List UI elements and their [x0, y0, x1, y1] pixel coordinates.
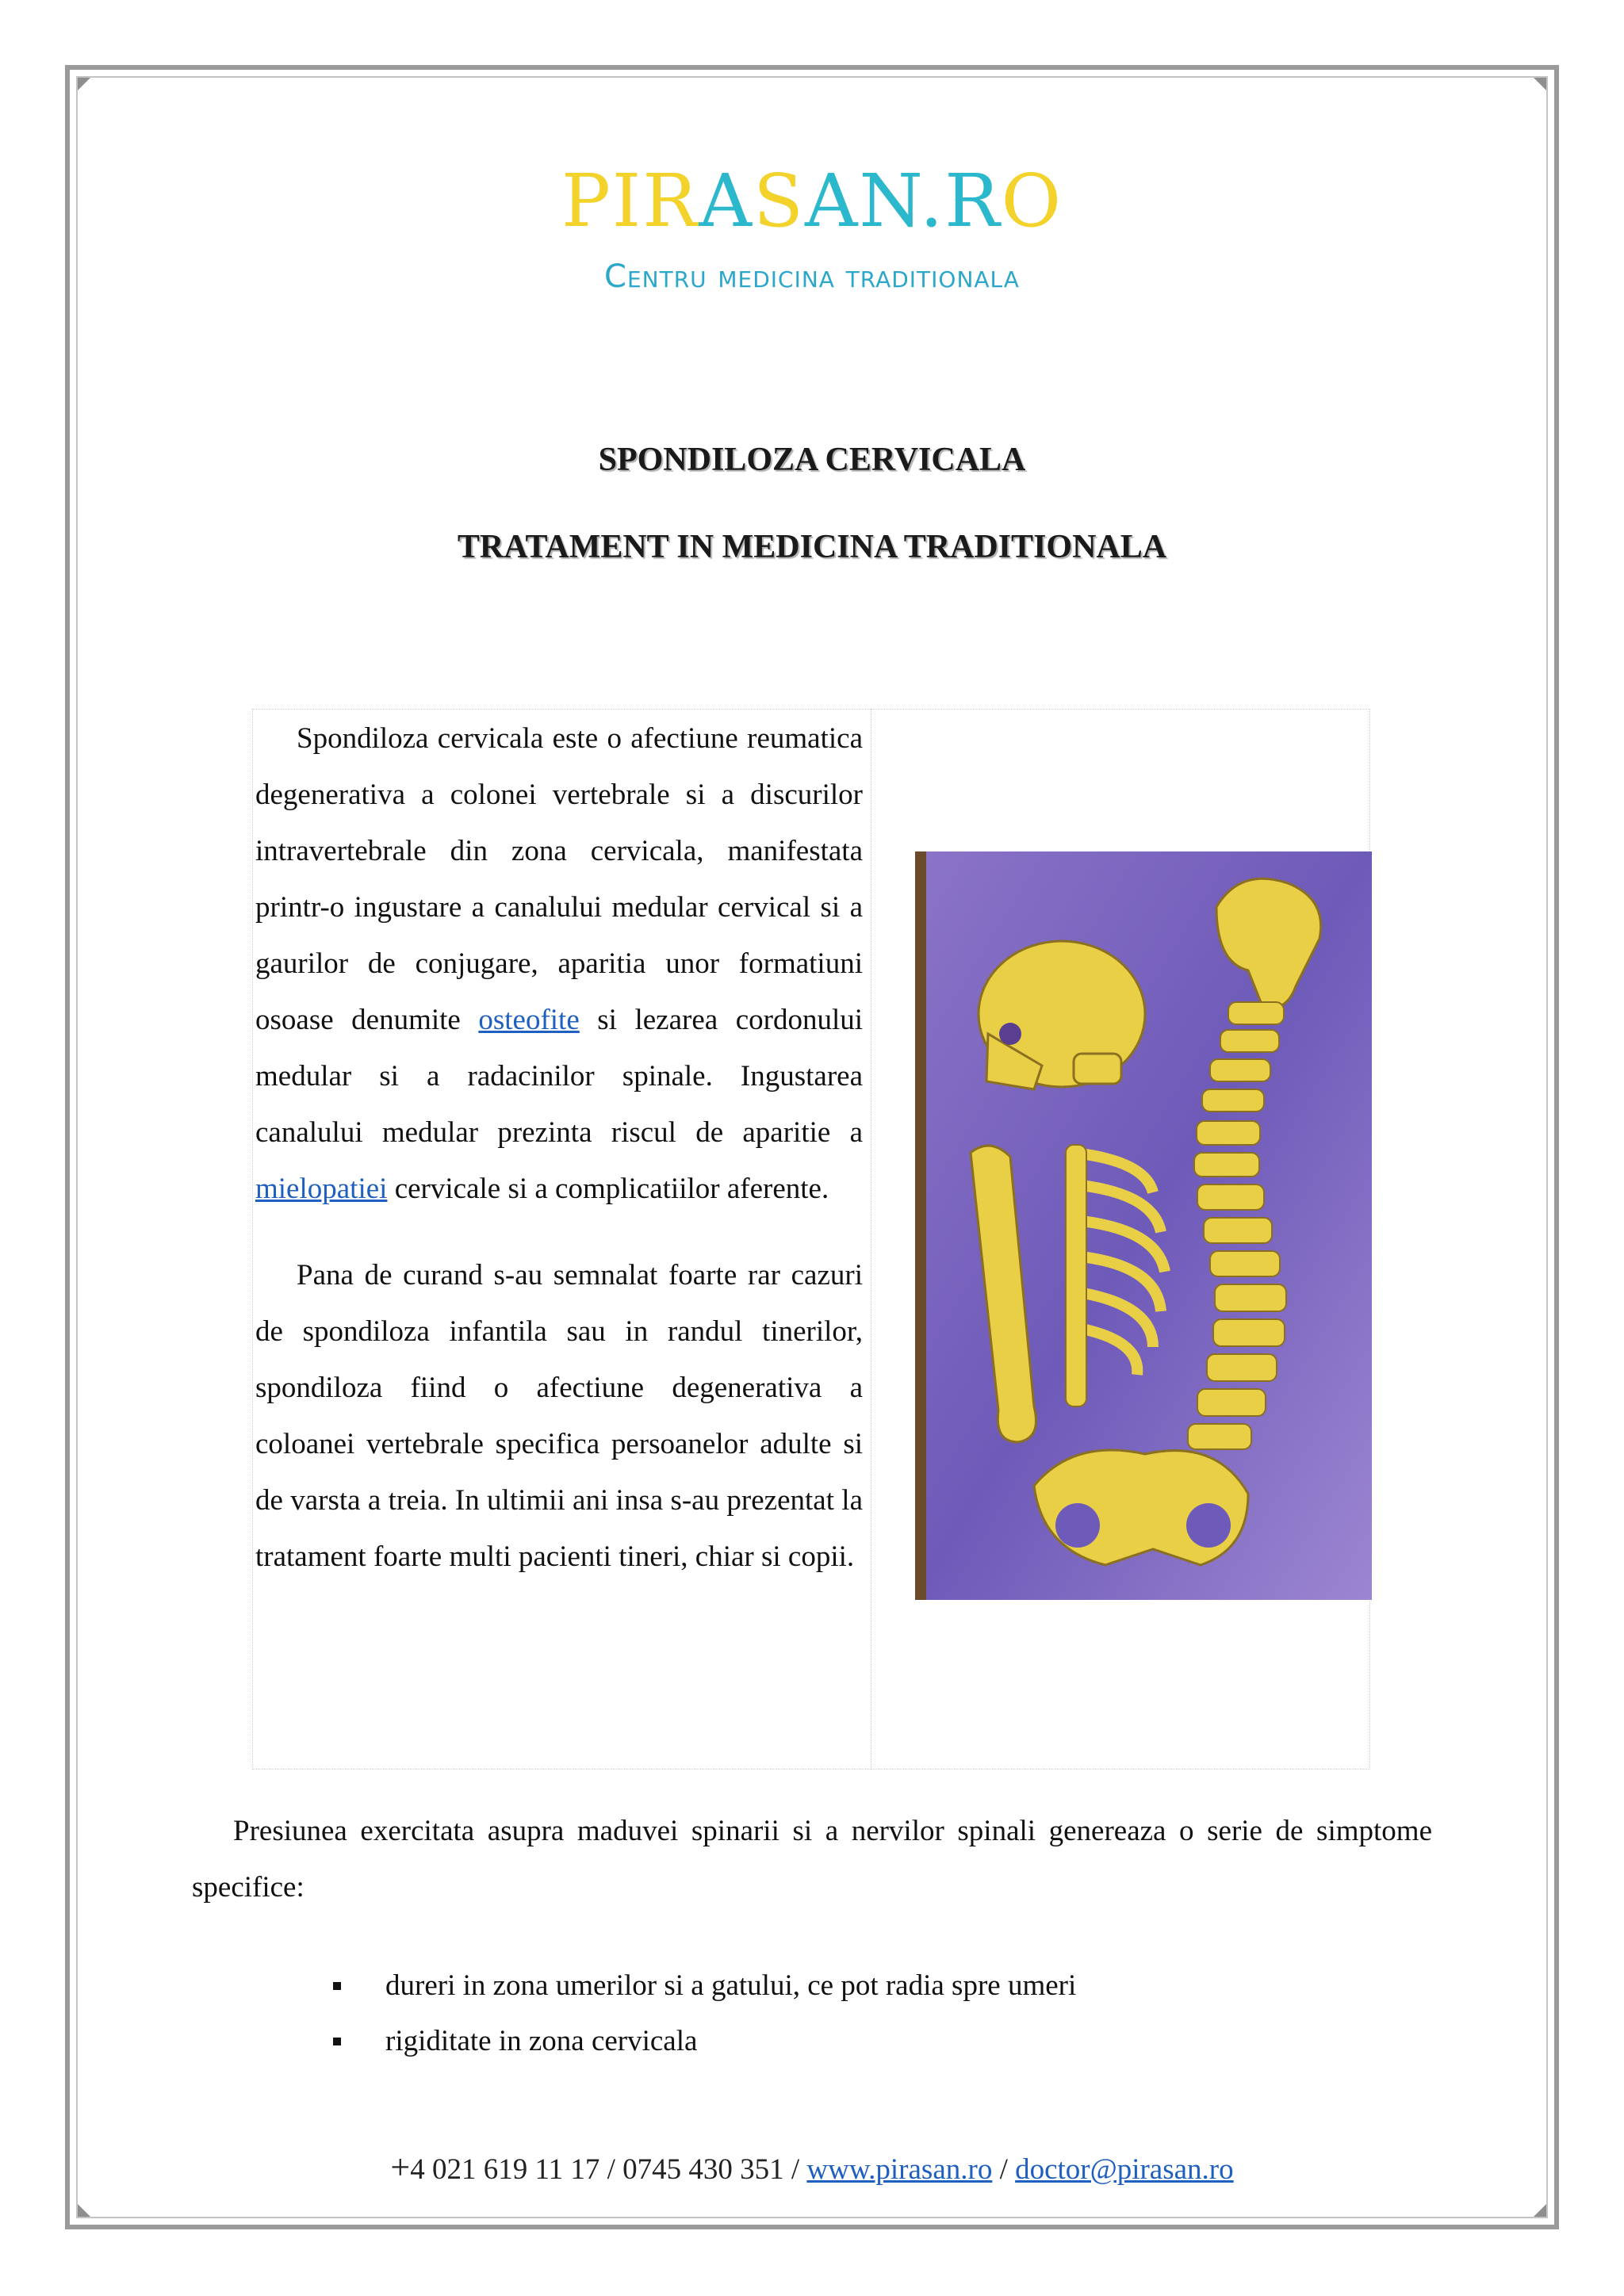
list-item-text: rigiditate in zona cervicala — [385, 2025, 698, 2057]
symptoms-intro — [192, 1803, 1432, 1915]
mielopatiei-link[interactable]: mielopatiei — [255, 1173, 388, 1205]
site-logo — [0, 159, 1624, 295]
intro-text: cervicale si a complicatiilor aferente. — [394, 1173, 829, 1205]
website-link[interactable]: www.pirasan.ro — [806, 2153, 993, 2186]
bullet-square-icon — [333, 1982, 341, 1990]
intro-text-column — [255, 710, 863, 1585]
intro-text: Spondiloza cervicala este o afectiune reumatica degenerativa a colonei vertebrale si a discurilor intravertebrale din zona cervicala, manifestata printr-o ingustare a canalului medular cervical si a gaurilor de conjugare, aparitia unor formatiuni osoase denumite — [255, 722, 863, 1036]
skeleton-painting — [915, 851, 1372, 1600]
intro-text: si lezarea cordonului medular si a radacinilor spinale. Ingustarea canalului medular prezinta riscul de aparitie a — [255, 1004, 864, 1149]
document-title: SPONDILOZA CERVICALA — [598, 442, 1026, 478]
intro-paragraph-2: Pana de curand s-au semnalat foarte rar cazuri de spondiloza infantila sau in randul tinerilor, spondiloza fiind o afectiune degenerativa a coloanei vertebrale specifica persoanelor adulte si de varsta a treia. In ultimii ani insa s-au prezentat la tratament foarte multi pacienti tineri, chiar si copii. — [255, 1259, 863, 1573]
logo-part: S — [753, 159, 805, 243]
corner-ornament-top-right — [1534, 78, 1546, 90]
corner-ornament-top-left — [78, 78, 90, 90]
osteofite-link[interactable]: osteofite — [478, 1004, 580, 1036]
contact-footer — [0, 2147, 1624, 2187]
logo-part: PIR — [561, 159, 699, 243]
email-link[interactable]: doctor@pirasan.ro — [1015, 2153, 1234, 2186]
corner-ornament-bottom-right — [1534, 2204, 1546, 2217]
logo-wordmark — [0, 159, 1624, 243]
footer-plus: + — [390, 2148, 411, 2187]
intro-paragraph-1 — [255, 710, 863, 1217]
logo-part: A — [699, 159, 753, 243]
document-subtitle: TRATAMENT IN MEDICINA TRADITIONALA — [457, 529, 1167, 565]
logo-part: O — [1001, 159, 1063, 243]
logo-part: AN.R — [804, 159, 1002, 243]
symptoms-list — [333, 1958, 1427, 2069]
bullet-square-icon — [333, 2038, 341, 2045]
symptoms-intro-text: Presiunea exercitata asupra maduvei spinarii si a nervilor spinali genereaza o serie de simptome specifice: — [192, 1815, 1432, 1904]
list-item — [333, 1958, 1427, 2014]
list-item — [333, 2014, 1427, 2069]
footer-separator: / — [999, 2153, 1008, 2186]
logo-tagline: Centru medicina traditionala — [604, 258, 1020, 295]
list-item-text: dureri in zona umerilor si a gatului, ce pot radia spre umeri — [385, 1969, 1077, 2002]
corner-ornament-bottom-left — [78, 2204, 90, 2217]
footer-phones: 4 021 619 11 17 / 0745 430 351 / — [410, 2153, 800, 2186]
